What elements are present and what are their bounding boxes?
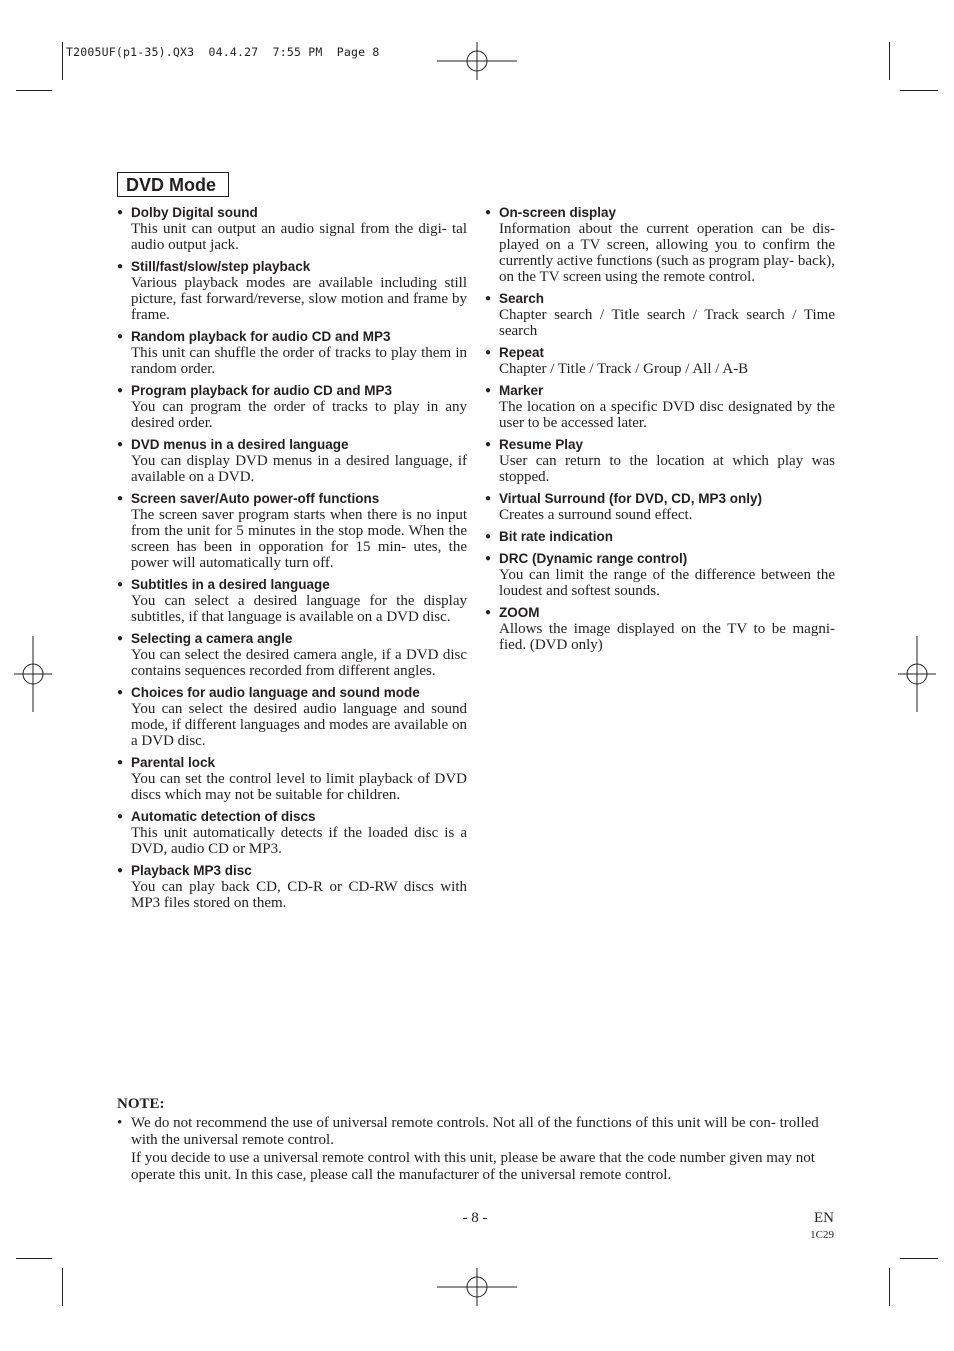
feature-title: Random playback for audio CD and MP3: [131, 329, 391, 344]
feature-description: You can display DVD menus in a desired language, if available on a DVD.: [131, 453, 467, 485]
feature-item: [485, 605, 835, 653]
feature-title: Playback MP3 disc: [131, 863, 252, 878]
feature-item: [117, 809, 467, 857]
feature-item: [117, 685, 467, 749]
feature-title: ZOOM: [499, 605, 540, 620]
feature-item: [117, 329, 467, 377]
section-title: DVD Mode: [117, 172, 229, 197]
feature-description: You can select the desired camera angle, if a DVD disc contains sequences recorded from different angles.: [131, 647, 467, 679]
bullet-icon: ●: [117, 865, 124, 876]
feature-item: [485, 437, 835, 485]
feature-item: [485, 205, 835, 285]
feature-title: Parental lock: [131, 755, 216, 770]
left-feature-column: [117, 205, 467, 917]
feature-title: Repeat: [499, 345, 545, 360]
feature-description: The location on a specific DVD disc designated by the user to be accessed later.: [499, 399, 835, 431]
feature-description: This unit automatically detects if the loaded disc is a DVD, audio CD or MP3.: [131, 825, 467, 857]
bullet-icon: ●: [117, 687, 124, 698]
feature-title: Screen saver/Auto power-off functions: [131, 491, 380, 506]
feature-item: [117, 259, 467, 323]
feature-item: [117, 491, 467, 571]
registration-mark-left: [14, 636, 52, 712]
feature-description: You can limit the range of the difference between the loudest and softest sounds.: [499, 567, 835, 599]
registration-mark-bottom: [437, 1268, 517, 1306]
feature-item: [117, 383, 467, 431]
bullet-icon: ●: [117, 579, 124, 590]
feature-title: On-screen display: [499, 205, 617, 220]
feature-title: Bit rate indication: [499, 529, 614, 544]
feature-title: Program playback for audio CD and MP3: [131, 383, 393, 398]
bullet-icon: ●: [485, 553, 492, 564]
bullet-icon: ●: [117, 261, 124, 272]
feature-description: Creates a surround sound effect.: [499, 507, 693, 523]
bullet-icon: ●: [117, 385, 124, 396]
registration-mark-top: [437, 42, 517, 80]
print-slug: T2005UF(p1-35).QX3 04.4.27 7:55 PM Page 8: [66, 45, 380, 59]
bullet-icon: ●: [485, 607, 492, 618]
feature-description: You can set the control level to limit playback of DVD discs which may not be suitable for children.: [131, 771, 467, 803]
feature-title: DRC (Dynamic range control): [499, 551, 688, 566]
feature-description: User can return to the location at which play was stopped.: [499, 453, 835, 485]
bullet-icon: ●: [485, 439, 492, 450]
bullet-icon: ●: [485, 493, 492, 504]
feature-title: Still/fast/slow/step playback: [131, 259, 311, 274]
feature-title: Automatic detection of discs: [131, 809, 316, 824]
bullet-icon: ●: [117, 439, 124, 450]
feature-title: Marker: [499, 383, 544, 398]
feature-item: [485, 491, 835, 523]
feature-title: Selecting a camera angle: [131, 631, 293, 646]
feature-item: [117, 205, 467, 253]
feature-item: [117, 631, 467, 679]
feature-item: [117, 437, 467, 485]
feature-item: [485, 345, 835, 377]
feature-item: [485, 291, 835, 339]
feature-item: [117, 863, 467, 911]
bullet-icon: ●: [485, 385, 492, 396]
page-number: - 8 -: [462, 1210, 488, 1226]
feature-description: Various playback modes are available including still picture, fast forward/reverse, slow motion and frame by frame.: [131, 275, 467, 323]
feature-description: You can program the order of tracks to play in any desired order.: [131, 399, 467, 431]
feature-description: You can select a desired language for the display subtitles, if that language is available on a DVD disc.: [131, 593, 467, 625]
bullet-icon: ●: [485, 531, 492, 542]
bullet-icon: ●: [117, 811, 124, 822]
feature-description: Allows the image displayed on the TV to be magni- fied. (DVD only): [499, 621, 835, 653]
bullet-icon: ●: [117, 757, 124, 768]
feature-title: Resume Play: [499, 437, 584, 452]
feature-title: Subtitles in a desired language: [131, 577, 330, 592]
feature-description: Information about the current operation can be dis- played on a TV screen, allowing you to confirm the currently active functions (such as program play- back), on the TV screen using the remote control.: [499, 221, 835, 285]
feature-item: [485, 551, 835, 599]
feature-title: Virtual Surround (for DVD, CD, MP3 only): [499, 491, 763, 506]
bullet-icon: ●: [117, 207, 124, 218]
bullet-icon: ●: [485, 207, 492, 218]
bullet-icon: ●: [485, 347, 492, 358]
feature-title: Choices for audio language and sound mode: [131, 685, 420, 700]
bullet-icon: ●: [485, 293, 492, 304]
feature-item: [485, 383, 835, 431]
note-paragraph: If you decide to use a universal remote control with this unit, please be aware that the code number given may not operate this unit. In this case, please call the manufacturer of the universal remote control.: [131, 1150, 815, 1183]
bullet-icon: ●: [117, 493, 124, 504]
note-label: NOTE:: [117, 1096, 165, 1112]
feature-title: Search: [499, 291, 545, 306]
feature-title: Dolby Digital sound: [131, 205, 258, 220]
feature-description: You can select the desired audio language and sound mode, if different languages and modes are available on a DVD disc.: [131, 701, 467, 749]
language-code: EN: [814, 1210, 834, 1226]
note-bullet-icon: •: [117, 1115, 123, 1131]
feature-description: The screen saver program starts when there is no input from the unit for 5 minutes in the stop mode. When the screen has been in opporation for 15 min- utes, the power will automatically turn off.: [131, 507, 467, 571]
document-code: 1C29: [810, 1229, 834, 1241]
registration-mark-right: [898, 636, 936, 712]
bullet-icon: ●: [117, 331, 124, 342]
note-block: [117, 1096, 837, 1184]
feature-description: You can play back CD, CD-R or CD-RW discs with MP3 files stored on them.: [131, 879, 467, 911]
bullet-icon: ●: [117, 633, 124, 644]
note-paragraph: We do not recommend the use of universal remote controls. Not all of the functions of this unit will be con- trolled with the universal remote control.: [131, 1115, 819, 1148]
feature-description: This unit can shuffle the order of tracks to play them in random order.: [131, 345, 467, 377]
feature-item: [485, 529, 835, 545]
feature-description: Chapter search / Title search / Track search / Time search: [499, 307, 835, 339]
feature-title: DVD menus in a desired language: [131, 437, 349, 452]
feature-description: Chapter / Title / Track / Group / All / A-B: [499, 361, 749, 377]
right-feature-column: [485, 205, 835, 659]
feature-item: [117, 577, 467, 625]
feature-item: [117, 755, 467, 803]
feature-description: This unit can output an audio signal from the digi- tal audio output jack.: [131, 221, 467, 253]
